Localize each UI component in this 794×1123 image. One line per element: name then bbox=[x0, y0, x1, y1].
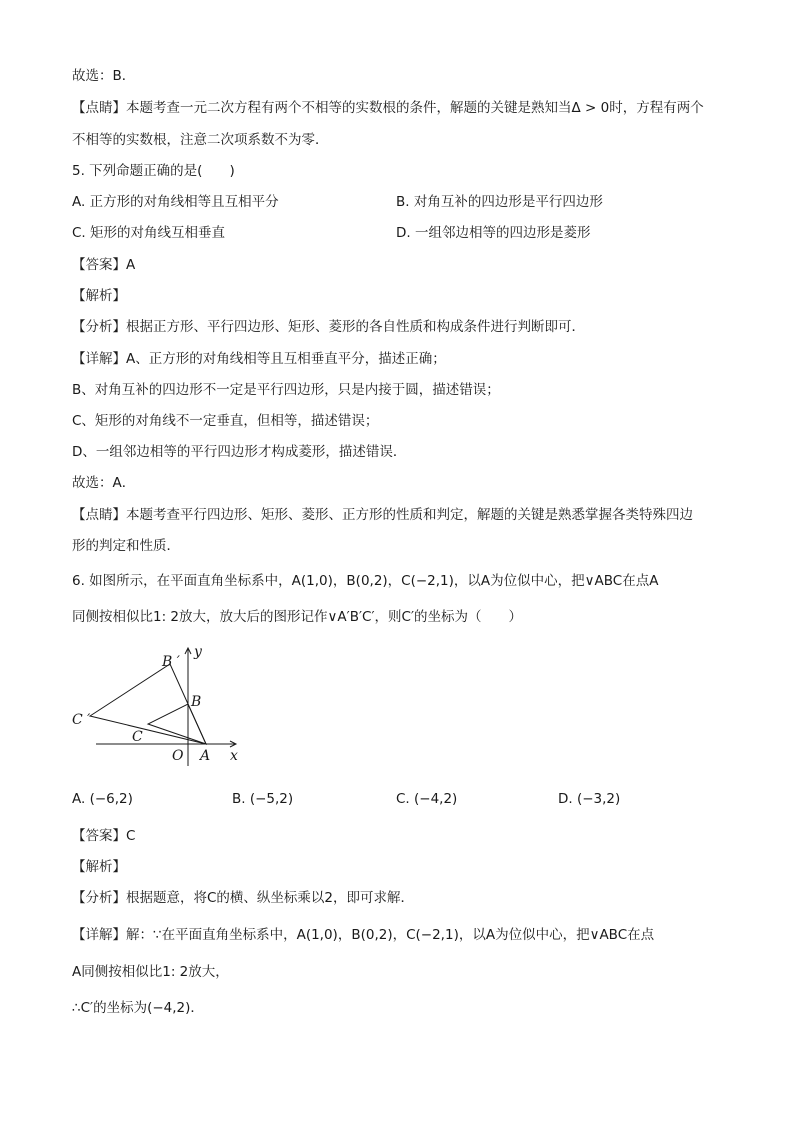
q5-detail-d: D、一组邻边相等的平行四边形才构成菱形，描述错误． bbox=[72, 444, 407, 460]
question-6-stem-1: 6. 如图所示，在平面直角坐标系中，A(1,0)，B(0,2)，C(−2,1)，以A为位似中心，把∨ABC在点A bbox=[72, 573, 659, 589]
label-x: x bbox=[230, 748, 238, 764]
q6-detail-2: A同侧按相似比1: 2放大， bbox=[72, 964, 229, 980]
comment-line-2: 不相等的实数根，注意二次项系数不为零． bbox=[72, 132, 329, 148]
question-5-stem: 5. 下列命题正确的是( ) bbox=[72, 163, 235, 179]
label-o: O bbox=[172, 748, 184, 764]
q5-option-b: B. 对角互补的四边形是平行四边形 bbox=[396, 194, 603, 210]
q6-option-c: C. (−4,2) bbox=[396, 791, 458, 807]
comment-line-1: 【点睛】本题考查一元二次方程有两个不相等的实数根的条件，解题的关键是熟知当Δ > 0时，方程有两个 bbox=[72, 100, 704, 116]
q6-detail-1: 【详解】解：∵在平面直角坐标系中，A(1,0)，B(0,2)，C(−2,1)，以A为位似中心，把∨ABC在点 bbox=[72, 927, 655, 943]
q5-analysis-heading: 【解析】 bbox=[72, 288, 126, 304]
q5-conclusion: 故选：A． bbox=[72, 475, 136, 491]
q5-analysis: 【分析】根据正方形、平行四边形、矩形、菱形的各自性质和构成条件进行判断即可． bbox=[72, 319, 585, 335]
q6-answer: 【答案】C bbox=[72, 828, 136, 844]
label-a: A bbox=[200, 748, 211, 764]
q5-comment-1: 【点睛】本题考查平行四边形、矩形、菱形、正方形的性质和判定，解题的关键是熟悉掌握各类特殊四边 bbox=[72, 507, 693, 523]
q6-analysis: 【分析】根据题意，将C的横、纵坐标乘以2，即可求解． bbox=[72, 890, 415, 906]
label-c-prime: C ′ bbox=[72, 712, 91, 728]
q5-comment-2: 形的判定和性质． bbox=[72, 538, 180, 554]
q5-option-c: C. 矩形的对角线互相垂直 bbox=[72, 225, 226, 241]
q6-option-a: A. (−6,2) bbox=[72, 791, 133, 807]
q6-analysis-heading: 【解析】 bbox=[72, 859, 126, 875]
question-6-stem-2: 同侧按相似比1: 2放大，放大后的图形记作∨A′B′C′，则C′的坐标为（ ） bbox=[72, 609, 523, 625]
coordinate-figure bbox=[66, 642, 256, 772]
q6-option-d: D. (−3,2) bbox=[558, 791, 621, 807]
triangle-abc-prime bbox=[90, 664, 206, 744]
q6-option-b: B. (−5,2) bbox=[232, 791, 294, 807]
q5-option-d: D. 一组邻边相等的四边形是菱形 bbox=[396, 225, 591, 241]
label-b: B bbox=[191, 694, 202, 710]
q5-option-a: A. 正方形的对角线相等且互相平分 bbox=[72, 194, 279, 210]
q5-answer: 【答案】A bbox=[72, 257, 136, 273]
q5-detail-a: 【详解】A、正方形的对角线相等且互相垂直平分，描述正确； bbox=[72, 351, 446, 367]
label-y: y bbox=[194, 644, 202, 660]
q6-detail-3: ∴C′的坐标为(−4,2)． bbox=[72, 1000, 204, 1016]
conclusion-line: 故选：B． bbox=[72, 68, 136, 84]
q5-detail-c: C、矩形的对角线不一定垂直，但相等，描述错误； bbox=[72, 413, 379, 429]
label-b-prime: B ′ bbox=[162, 654, 180, 670]
label-c: C bbox=[132, 729, 143, 745]
q5-detail-b: B、对角互补的四边形不一定是平行四边形，只是内接于圆，描述错误； bbox=[72, 382, 500, 398]
